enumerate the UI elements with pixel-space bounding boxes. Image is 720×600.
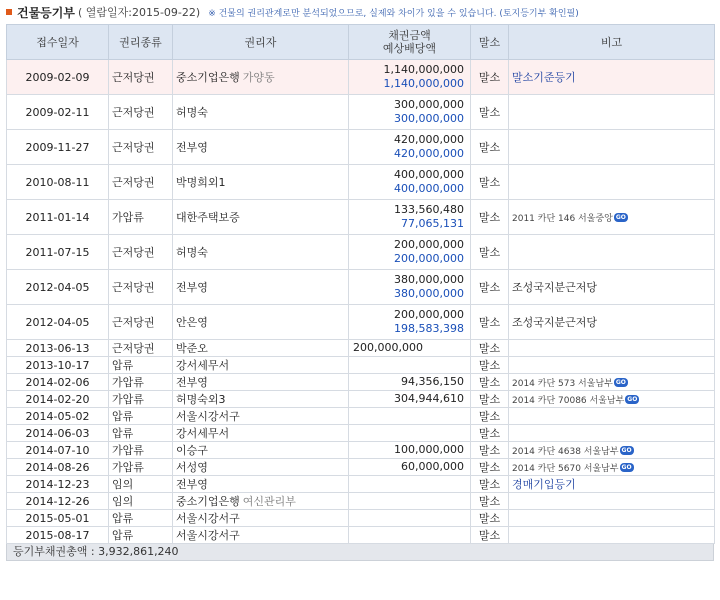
cell-date: 2014-05-02 (7, 408, 109, 425)
cell-status: 말소 (471, 391, 509, 408)
table-row (7, 357, 715, 374)
cell-date: 2015-08-17 (7, 527, 109, 544)
holder-name: 서성영 (176, 461, 208, 474)
col-status: 말소 (471, 25, 509, 60)
cell-holder (173, 270, 349, 305)
cell-note[interactable] (509, 200, 715, 235)
holder-branch: 여신관리부 (242, 495, 296, 508)
cell-status: 말소 (471, 130, 509, 165)
table-row (7, 60, 715, 95)
cell-date: 2009-02-11 (7, 95, 109, 130)
expected-dividend: 200,000,000 (394, 252, 464, 265)
cell-amount (349, 459, 471, 476)
table-row (7, 374, 715, 391)
table-row (7, 408, 715, 425)
cell-amount (349, 235, 471, 270)
table-row (7, 527, 715, 544)
cell-note (509, 95, 715, 130)
cell-holder (173, 425, 349, 442)
cell-date: 2014-07-10 (7, 442, 109, 459)
cell-status: 말소 (471, 408, 509, 425)
cell-holder (173, 340, 349, 357)
cell-type: 근저당권 (109, 95, 173, 130)
cell-status: 말소 (471, 493, 509, 510)
cell-type: 가압류 (109, 459, 173, 476)
cell-date: 2014-08-26 (7, 459, 109, 476)
claim-amount: 100,000,000 (394, 443, 464, 456)
note-text: 조성국지분근저당 (512, 316, 598, 329)
claim-amount: 94,356,150 (401, 375, 464, 388)
bullet-icon (6, 9, 12, 15)
holder-name: 강서세무서 (176, 359, 230, 372)
holder-name: 서울시강서구 (176, 512, 240, 525)
go-icon[interactable]: GO (621, 464, 632, 471)
cell-status: 말소 (471, 305, 509, 340)
cell-status: 말소 (471, 200, 509, 235)
expected-dividend: 300,000,000 (394, 112, 464, 125)
total-amount: 등기부채권총액 : 3,932,861,240 (6, 544, 714, 561)
cell-status: 말소 (471, 60, 509, 95)
holder-name: 전부영 (176, 141, 208, 154)
cell-status: 말소 (471, 95, 509, 130)
cell-date: 2010-08-11 (7, 165, 109, 200)
registry-table (6, 24, 715, 544)
cell-holder (173, 130, 349, 165)
holder-branch: 가양동 (242, 71, 275, 84)
case-number: 2011 카단 146 서울중앙 (512, 213, 613, 224)
cell-holder (173, 510, 349, 527)
cell-holder (173, 305, 349, 340)
cell-status: 말소 (471, 340, 509, 357)
cell-holder (173, 459, 349, 476)
claim-amount: 300,000,000 (394, 98, 464, 111)
holder-name: 대한주택보증 (176, 211, 240, 224)
cell-amount (349, 408, 471, 425)
go-icon[interactable]: GO (621, 447, 632, 454)
cell-type: 압류 (109, 408, 173, 425)
cell-note (509, 305, 715, 340)
cell-amount (349, 527, 471, 544)
cell-type: 임의 (109, 476, 173, 493)
holder-name: 박준오 (176, 342, 208, 355)
cell-status: 말소 (471, 476, 509, 493)
claim-amount: 420,000,000 (394, 133, 464, 146)
cell-note (509, 60, 715, 95)
cell-type: 압류 (109, 357, 173, 374)
holder-name: 허명숙 (176, 246, 208, 259)
cell-note (509, 270, 715, 305)
cell-amount (349, 357, 471, 374)
notice-text: ※ 건물의 권리관계로만 분석되었으므로, 실제와 차이가 있을 수 있습니다. (토지등기부 확인필) (208, 8, 579, 19)
cell-status: 말소 (471, 374, 509, 391)
cell-amount (349, 270, 471, 305)
holder-name: 전부영 (176, 281, 208, 294)
holder-name: 강서세무서 (176, 427, 230, 440)
cell-status: 말소 (471, 270, 509, 305)
cell-amount (349, 493, 471, 510)
cell-amount (349, 340, 471, 357)
cell-type: 압류 (109, 510, 173, 527)
cell-date: 2015-05-01 (7, 510, 109, 527)
cell-type: 근저당권 (109, 270, 173, 305)
table-row (7, 493, 715, 510)
cell-holder (173, 493, 349, 510)
table-row (7, 510, 715, 527)
cell-note (509, 493, 715, 510)
cell-amount (349, 60, 471, 95)
section-title: 건물등기부 (17, 5, 75, 20)
cell-date: 2014-02-06 (7, 374, 109, 391)
cell-date: 2011-01-14 (7, 200, 109, 235)
cell-note (509, 357, 715, 374)
table-row (7, 235, 715, 270)
cell-note[interactable] (509, 374, 715, 391)
cell-date: 2013-06-13 (7, 340, 109, 357)
cell-amount (349, 510, 471, 527)
note-text: 경매기입등기 (512, 478, 576, 491)
cell-note (509, 340, 715, 357)
claim-amount: 200,000,000 (394, 238, 464, 251)
cell-amount (349, 442, 471, 459)
cell-date: 2013-10-17 (7, 357, 109, 374)
expected-dividend: 380,000,000 (394, 287, 464, 300)
cell-amount (349, 130, 471, 165)
cell-holder (173, 357, 349, 374)
cell-note (509, 130, 715, 165)
claim-amount: 200,000,000 (394, 308, 464, 321)
cell-amount (349, 200, 471, 235)
cell-date: 2014-06-03 (7, 425, 109, 442)
expected-dividend: 1,140,000,000 (383, 77, 464, 90)
cell-date: 2012-04-05 (7, 270, 109, 305)
cell-type: 압류 (109, 425, 173, 442)
cell-holder (173, 442, 349, 459)
cell-holder (173, 527, 349, 544)
cell-type: 근저당권 (109, 60, 173, 95)
cell-holder (173, 200, 349, 235)
cell-note (509, 476, 715, 493)
go-icon[interactable]: GO (615, 379, 626, 386)
cell-amount (349, 165, 471, 200)
cell-amount (349, 305, 471, 340)
table-row (7, 391, 715, 408)
holder-name: 허명숙 (176, 106, 208, 119)
claim-amount: 133,560,480 (394, 203, 464, 216)
cell-holder (173, 60, 349, 95)
cell-date: 2009-02-09 (7, 60, 109, 95)
claim-amount: 304,944,610 (394, 392, 464, 405)
cell-date: 2014-02-20 (7, 391, 109, 408)
table-row (7, 425, 715, 442)
cell-status: 말소 (471, 235, 509, 270)
cell-holder (173, 95, 349, 130)
cell-type: 가압류 (109, 442, 173, 459)
expected-dividend: 77,065,131 (401, 217, 464, 230)
claim-amount: 1,140,000,000 (383, 63, 464, 76)
claim-amount: 400,000,000 (394, 168, 464, 181)
go-icon[interactable]: GO (615, 214, 626, 221)
cell-type: 근저당권 (109, 235, 173, 270)
note-text: 조성국지분근저당 (512, 281, 598, 294)
holder-name: 이승구 (176, 444, 208, 457)
holder-name: 전부영 (176, 376, 208, 389)
cell-holder (173, 391, 349, 408)
cell-note (509, 235, 715, 270)
expected-dividend: 400,000,000 (394, 182, 464, 195)
cell-amount (349, 425, 471, 442)
cell-type: 근저당권 (109, 305, 173, 340)
table-row (7, 200, 715, 235)
col-date: 접수일자 (7, 25, 109, 60)
table-row (7, 442, 715, 459)
table-row (7, 476, 715, 493)
col-holder: 권리자 (173, 25, 349, 60)
cell-note[interactable] (509, 391, 715, 408)
col-type: 권리종류 (109, 25, 173, 60)
cell-note (509, 408, 715, 425)
expected-dividend: 198,583,398 (394, 322, 464, 335)
col-amount: 채권금액 예상배당액 (349, 25, 471, 60)
table-row (7, 270, 715, 305)
holder-name: 안은영 (176, 316, 208, 329)
section-header (0, 0, 720, 24)
cell-note[interactable] (509, 459, 715, 476)
cell-status: 말소 (471, 510, 509, 527)
table-row (7, 340, 715, 357)
holder-name: 허명숙외3 (176, 393, 226, 406)
table-body (7, 60, 715, 544)
cell-amount (349, 476, 471, 493)
cell-status: 말소 (471, 425, 509, 442)
table-row (7, 165, 715, 200)
cell-date: 2014-12-26 (7, 493, 109, 510)
table-row (7, 459, 715, 476)
cell-type: 압류 (109, 527, 173, 544)
cell-note[interactable] (509, 442, 715, 459)
cell-status: 말소 (471, 459, 509, 476)
holder-name: 서울시강서구 (176, 529, 240, 542)
claim-amount: 60,000,000 (401, 460, 464, 473)
cell-date: 2012-04-05 (7, 305, 109, 340)
cell-type: 가압류 (109, 200, 173, 235)
table-row (7, 305, 715, 340)
cell-type: 근저당권 (109, 130, 173, 165)
holder-name: 전부영 (176, 478, 208, 491)
claim-amount: 200,000,000 (353, 341, 423, 354)
case-number: 2014 카단 70086 서울남부 (512, 395, 625, 406)
table-row (7, 95, 715, 130)
cell-date: 2009-11-27 (7, 130, 109, 165)
table-header-row (7, 25, 715, 60)
cell-note (509, 510, 715, 527)
cell-type: 근저당권 (109, 165, 173, 200)
case-number: 2014 카단 4638 서울남부 (512, 446, 619, 457)
cell-type: 임의 (109, 493, 173, 510)
case-number: 2014 카단 573 서울남부 (512, 378, 613, 389)
holder-name: 중소기업은행 (176, 495, 240, 508)
table-row (7, 130, 715, 165)
cell-note (509, 165, 715, 200)
cell-amount (349, 374, 471, 391)
cell-type: 가압류 (109, 374, 173, 391)
cell-holder (173, 476, 349, 493)
holder-name: 중소기업은행 (176, 71, 240, 84)
cell-holder (173, 408, 349, 425)
cell-note (509, 527, 715, 544)
expected-dividend: 420,000,000 (394, 147, 464, 160)
holder-name: 서울시강서구 (176, 410, 240, 423)
claim-amount: 380,000,000 (394, 273, 464, 286)
case-number: 2014 카단 5670 서울남부 (512, 463, 619, 474)
cell-status: 말소 (471, 357, 509, 374)
cell-type: 가압류 (109, 391, 173, 408)
cell-holder (173, 165, 349, 200)
cell-date: 2011-07-15 (7, 235, 109, 270)
col-note: 비고 (509, 25, 715, 60)
cell-status: 말소 (471, 527, 509, 544)
cell-status: 말소 (471, 442, 509, 459)
cell-status: 말소 (471, 165, 509, 200)
go-icon[interactable]: GO (627, 396, 638, 403)
cell-amount (349, 391, 471, 408)
cell-amount (349, 95, 471, 130)
cell-note (509, 425, 715, 442)
cell-holder (173, 235, 349, 270)
cell-date: 2014-12-23 (7, 476, 109, 493)
cell-holder (173, 374, 349, 391)
note-text: 말소기준등기 (512, 71, 576, 84)
holder-name: 박명희외1 (176, 176, 226, 189)
view-date: ( 열람일자:2015-09-22) (77, 6, 201, 19)
cell-type: 근저당권 (109, 340, 173, 357)
